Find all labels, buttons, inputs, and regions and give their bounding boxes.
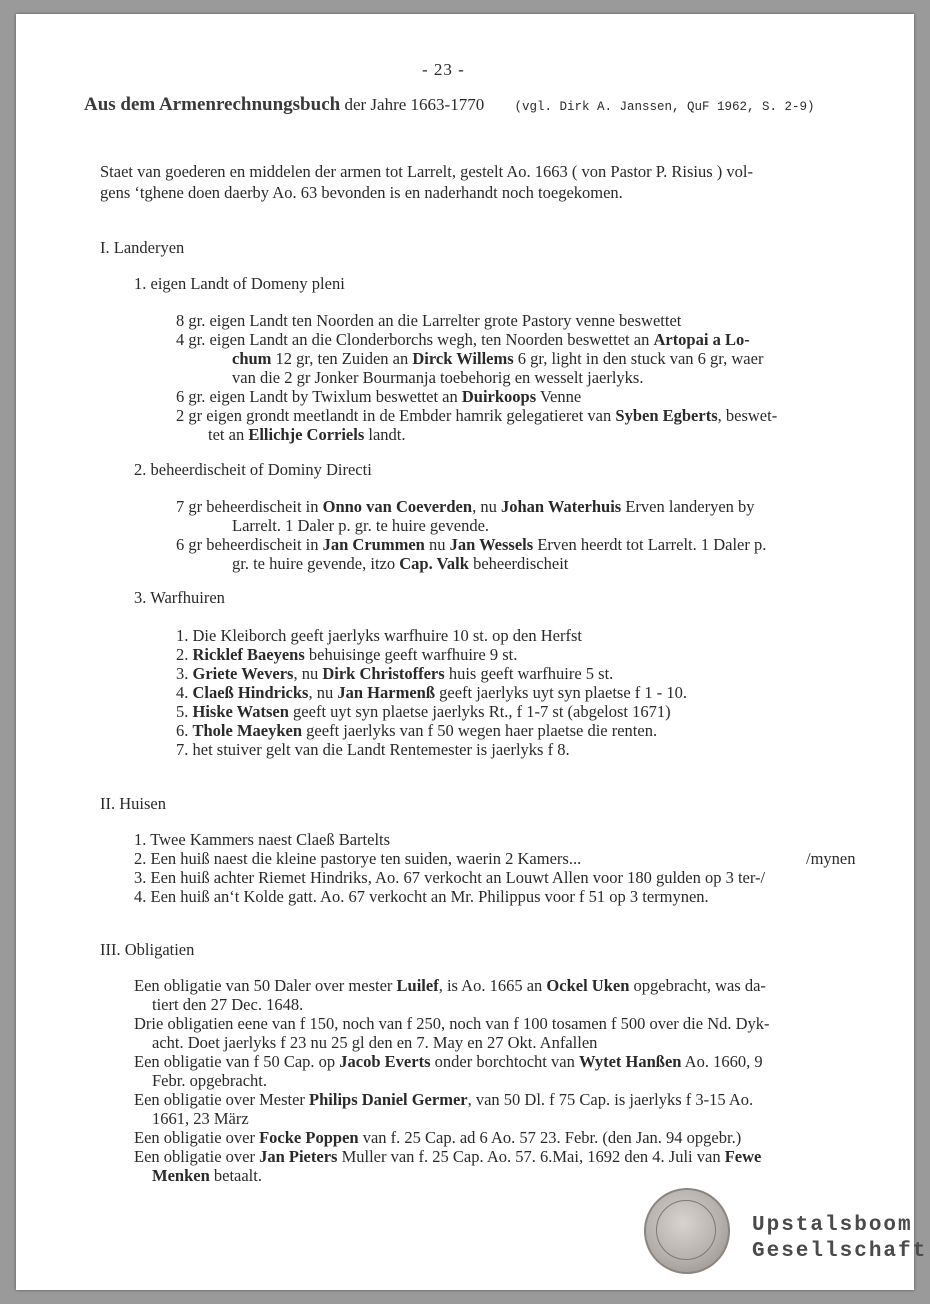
obligatie-4-cont: 1661, 23 März (152, 1109, 249, 1128)
huis-item-3: 3. Een huiß achter Riemet Hindriks, Ao. 67 verkocht an Louwt Allen voor 180 gulden op 3 ter-/ (134, 868, 766, 887)
text-run: huis geeft warfhuire 5 st. (444, 664, 614, 683)
person-name: chum (232, 349, 272, 368)
text-run: Een obligatie over (134, 1147, 260, 1166)
page-number: - 23 - (422, 60, 465, 79)
land-entry-2 (176, 330, 750, 350)
person-name: Jan Wessels (449, 535, 534, 554)
text-run: geeft jaerlyks uyt syn plaetse f 1 - 10. (435, 683, 688, 702)
huis-item-2-right: /mynen (806, 849, 856, 868)
person-name: Ricklef Baeyens (192, 645, 305, 664)
document-header (84, 94, 815, 116)
intro-line-1: Staet van goederen en middelen der armen tot Larrelt, gestelt Ao. 1663 ( von Pastor P. Risius ) vol- (100, 162, 753, 181)
person-name: Luilef (396, 976, 439, 995)
header-reference: (vgl. Dirk A. Janssen, QuF 1962, S. 2-9) (514, 100, 815, 114)
subsection-heading-warfhuiren: 3. Warfhuiren (134, 588, 225, 607)
text-run: betaalt. (209, 1166, 262, 1185)
text-run: 6. (176, 721, 193, 740)
text-run: Een obligatie over (134, 1128, 260, 1147)
person-name: Wytet Hanßen (578, 1052, 682, 1071)
text-run: , nu (293, 664, 323, 683)
text-run: Een obligatie van f 50 Cap. op (134, 1052, 340, 1071)
person-name: Artopai a Lo- (653, 330, 750, 349)
obligatie-2-cont: acht. Doet jaerlyks f 23 nu 25 gl den en 7. May en 27 Okt. Anfallen (152, 1033, 598, 1052)
land-entry-4 (176, 406, 777, 426)
person-name: Dirk Christoffers (322, 664, 445, 683)
person-name: Jan Crummen (322, 535, 425, 554)
text-run: 3. (176, 664, 193, 683)
person-name: Syben Egberts (615, 406, 718, 425)
person-name: Griete Wevers (192, 664, 294, 683)
text-run: landt. (364, 425, 406, 444)
huis-item-2: 2. Een huiß naest die kleine pastorye ten suiden, waerin 2 Kamers... (134, 849, 582, 868)
text-run: Erven heerdt tot Larrelt. 1 Daler p. (533, 535, 767, 554)
obligatie-6-cont (152, 1166, 262, 1186)
text-run: geeft jaerlyks van f 50 wegen haer plaetse die renten. (302, 721, 658, 740)
text-run: Een obligatie over Mester (134, 1090, 310, 1109)
obligatie-3 (134, 1052, 763, 1072)
section-heading-landeryen: I. Landeryen (100, 238, 185, 257)
text-run: Venne (536, 387, 582, 406)
obligatie-5 (134, 1128, 741, 1148)
text-run: 6 gr, light in den stuck van 6 gr, waer (513, 349, 764, 368)
text-run: , nu (308, 683, 338, 702)
person-name: Jan Pieters (259, 1147, 338, 1166)
person-name: Jan Harmenß (337, 683, 435, 702)
person-name: Duirkoops (461, 387, 537, 406)
header-title-rest: der Jahre 1663-1770 (344, 95, 485, 114)
subsection-heading-beheerdischeit: 2. beheerdischeit of Dominy Directi (134, 460, 372, 479)
text-run: 6 gr beheerdischeit in (176, 535, 323, 554)
seal-inner-ring (656, 1200, 716, 1260)
text-run: , beswet- (717, 406, 778, 425)
text-run: tet an (208, 425, 249, 444)
person-name: Ellichje Corriels (248, 425, 365, 444)
obligatie-1-cont: tiert den 27 Dec. 1648. (152, 995, 304, 1014)
land-entry-4-cont (208, 425, 406, 445)
person-name: Onno van Coeverden (322, 497, 473, 516)
beheer-entry-1 (176, 497, 755, 517)
obligatie-2: Drie obligatien eene van f 150, noch van f 250, noch van f 100 tosamen f 500 over die Nd. Dyk- (134, 1014, 770, 1033)
subsection-heading-eigen-landt: 1. eigen Landt of Domeny pleni (134, 274, 345, 293)
person-name: Cap. Valk (399, 554, 469, 573)
person-name: Ockel Uken (546, 976, 630, 995)
huis-item-1: 1. Twee Kammers naest Claeß Bartelts (134, 830, 391, 849)
text-run: , nu (472, 497, 501, 516)
person-name: Hiske Watsen (192, 702, 289, 721)
text-run: gr. te huire gevende, itzo (232, 554, 400, 573)
land-entry-2-cont2: van die 2 gr Jonker Bourmanja toebehorig en wesselt jaerlyks. (232, 368, 644, 387)
person-name: Menken (152, 1166, 210, 1185)
text-run: Erven landeryen by (621, 497, 755, 516)
text-run: van f. 25 Cap. ad 6 Ao. 57 23. Febr. (den Jan. 94 opgebr.) (358, 1128, 742, 1147)
obligatie-6 (134, 1147, 761, 1167)
person-name: Johan Waterhuis (500, 497, 622, 516)
huis-item-4: 4. Een huiß an‘t Kolde gatt. Ao. 67 verkocht an Mr. Philippus voor f 51 op 3 termynen. (134, 887, 709, 906)
obligatie-1 (134, 976, 766, 996)
land-entry-3 (176, 387, 581, 407)
text-run: 7 gr beheerdischeit in (176, 497, 323, 516)
text-run: Muller van f. 25 Cap. Ao. 57. 6.Mai, 1692 den 4. Juli van (337, 1147, 725, 1166)
text-run: 2 gr eigen grondt meetlandt in de Embder hamrik gelegatieret van (176, 406, 616, 425)
warf-item-6 (176, 721, 657, 741)
text-run: 5. (176, 702, 193, 721)
person-name: Thole Maeyken (192, 721, 303, 740)
text-run: 12 gr, ten Zuiden an (271, 349, 413, 368)
beheer-entry-2 (176, 535, 766, 555)
land-entry-2-cont (232, 349, 763, 369)
warf-item-1: 1. Die Kleiborch geeft jaerlyks warfhuire 10 st. op den Herfst (176, 626, 582, 645)
text-run: behuisinge geeft warfhuire 9 st. (304, 645, 518, 664)
text-run: 6 gr. eigen Landt by Twixlum beswettet an (176, 387, 462, 406)
text-run: beheerdischeit (468, 554, 569, 573)
warf-item-7: 7. het stuiver gelt van die Landt Rentemester is jaerlyks f 8. (176, 740, 570, 759)
text-run: Een obligatie van 50 Daler over mester (134, 976, 397, 995)
intro-line-2: gens ‘tghene doen daerby Ao. 63 bevonden is en naderhandt noch toegekomen. (100, 183, 623, 202)
person-name: Focke Poppen (259, 1128, 359, 1147)
brand-line-2: Gesellschaft (752, 1240, 928, 1263)
text-run: Ao. 1660, 9 (681, 1052, 763, 1071)
upstalsboom-seal-logo (644, 1188, 730, 1274)
text-run: , van 50 Dl. f 75 Cap. is jaerlyks f 3-15 Ao. (467, 1090, 754, 1109)
text-run: nu (424, 535, 450, 554)
person-name: Claeß Hindricks (192, 683, 309, 702)
text-run: 4. (176, 683, 193, 702)
text-run: 2. (176, 645, 193, 664)
obligatie-4 (134, 1090, 753, 1110)
land-entry-1: 8 gr. eigen Landt ten Noorden an die Larrelter grote Pastory venne beswettet (176, 311, 682, 330)
warf-item-3 (176, 664, 613, 684)
person-name: Fewe (724, 1147, 762, 1166)
header-title-bold: Aus dem Armenrechnungsbuch (84, 94, 341, 115)
text-run: , is Ao. 1665 an (438, 976, 547, 995)
text-run: 4 gr. eigen Landt an die Clonderborchs wegh, ten Noorden beswettet an (176, 330, 654, 349)
warf-item-5 (176, 702, 671, 722)
beheer-entry-2-cont (232, 554, 568, 574)
brand-line-1: Upstalsboom (752, 1214, 913, 1237)
section-heading-obligatien: III. Obligatien (100, 940, 195, 959)
warf-item-2 (176, 645, 517, 665)
beheer-entry-1-cont: Larrelt. 1 Daler p. gr. te huire gevende. (232, 516, 490, 535)
section-heading-huisen: II. Huisen (100, 794, 166, 813)
warf-item-4 (176, 683, 687, 703)
person-name: Jacob Everts (339, 1052, 431, 1071)
text-run: geeft uyt syn plaetse jaerlyks Rt., f 1-7 st (abgelost 1671) (288, 702, 671, 721)
person-name: Dirck Willems (412, 349, 514, 368)
obligatie-3-cont: Febr. opgebracht. (152, 1071, 268, 1090)
person-name: Philips Daniel Germer (309, 1090, 468, 1109)
text-run: onder borchtocht van (430, 1052, 579, 1071)
text-run: opgebracht, was da- (629, 976, 766, 995)
